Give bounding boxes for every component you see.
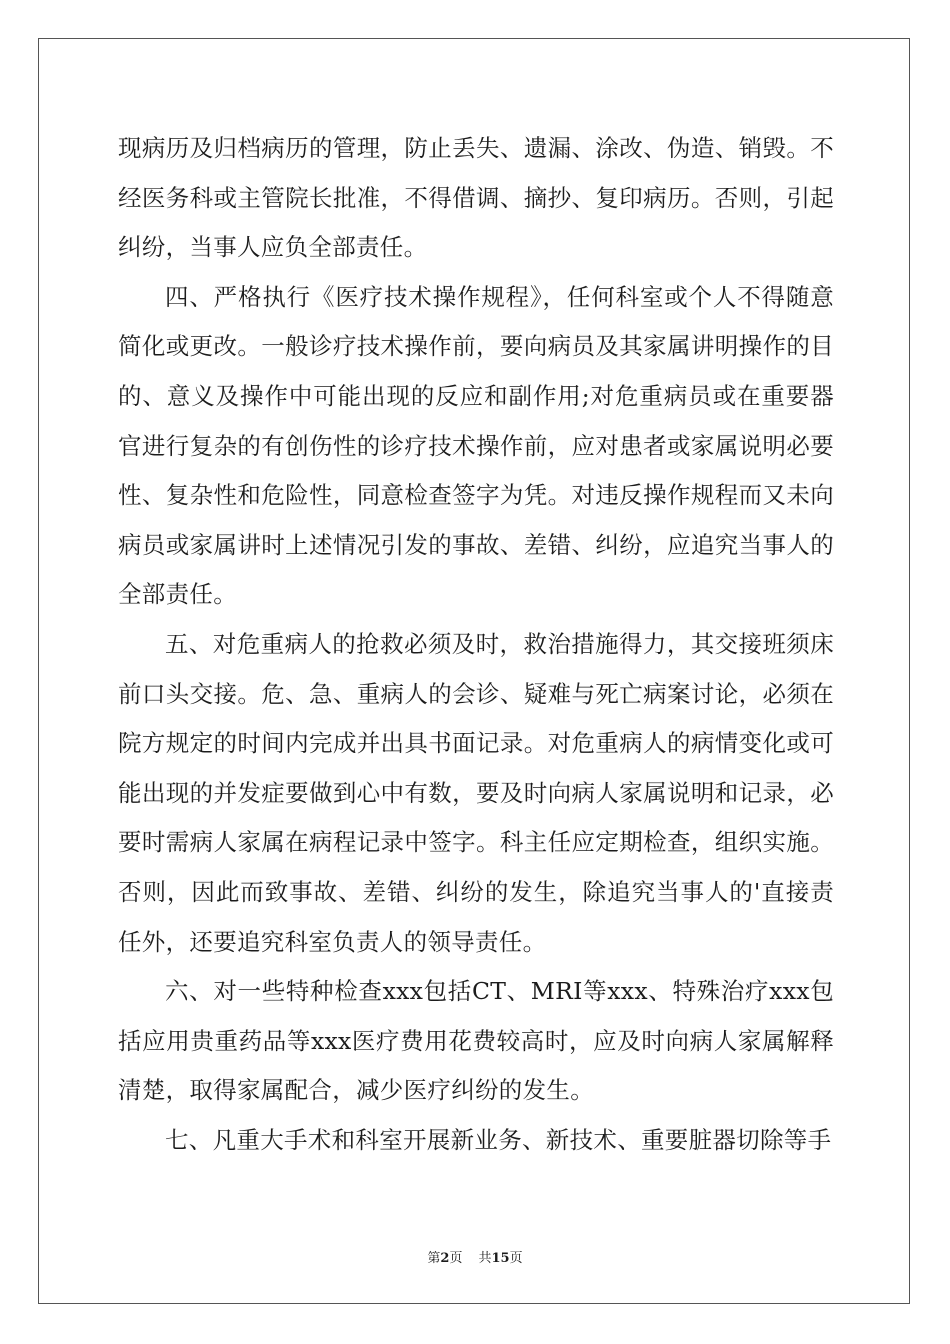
page-number: 2 — [440, 1251, 450, 1266]
paragraph-continuation: 现病历及归档病历的管理，防止丢失、遗漏、涂改、伪造、销毁。不经医务科或主管院长批准，不得借调、摘抄、复印病历。否则，引起纠纷，当事人应负全部责任。 — [118, 134, 834, 262]
paragraph-item-5: 五、对危重病人的抢救必须及时，救治措施得力，其交接班须床前口头交接。危、急、重病人的会诊、疑难与死亡病案讨论，必须在院方规定的时间内完成并出具书面记录。对危重病人的病情变化或可能出现的并发症要做到心中有数，要及时向病人家属说明和记录，必要时需病人家属在病程记录中签字。科主任应定期检查，组织实施。否则，因此而致事故、差错、纠纷的发生，除追究当事人的'直接责任外，还要追究科室负责人的领导责任。 — [118, 629, 834, 956]
total-pages: 15 — [491, 1251, 510, 1266]
total-prefix: 共 — [478, 1251, 492, 1266]
paragraph-item-6: 六、对一些特种检查xxx包括CT、MRI等xxx、特殊治疗xxx包括应用贵重药品等xxx医疗费用花费较高时，应及时向病人家属解释清楚，取得家属配合，减少医疗纠纷的发生。 — [118, 977, 834, 1105]
document-body — [118, 124, 834, 1165]
paragraph-item-7: 七、凡重大手术和科室开展新业务、新技术、重要脏器切除等手 — [165, 1125, 832, 1154]
page-prefix: 第 — [427, 1251, 441, 1266]
paragraph-item-4: 四、严格执行《医疗技术操作规程》，任何科室或个人不得随意简化或更改。一般诊疗技术操作前，要向病员及其家属讲明操作的目的、意义及操作中可能出现的反应和副作用;对危重病员或在重要器官进行复杂的有创伤性的诊疗技术操作前，应对患者或家属说明必要性、复杂性和危险性，同意检查签字为凭。对违反操作规程而又未向病员或家属讲时上述情况引发的事故、差错、纠纷，应追究当事人的全部责任。 — [118, 282, 834, 609]
total-suffix: 页 — [509, 1251, 523, 1266]
page-footer — [0, 1247, 950, 1266]
page-suffix: 页 — [449, 1251, 463, 1266]
